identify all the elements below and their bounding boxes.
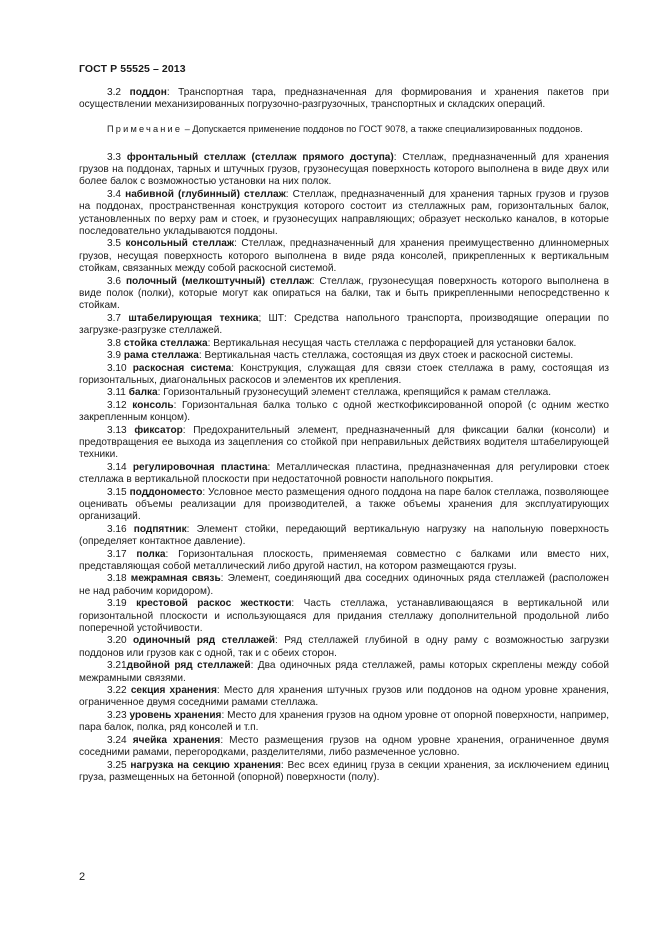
clause-number: 3.12 [107, 399, 127, 411]
term: консоль [132, 399, 174, 411]
definition-3-9 [79, 350, 609, 362]
term: полка [136, 548, 166, 560]
clause-number: 3.14 [107, 461, 127, 473]
term: подпятник [133, 523, 187, 535]
definition-text: Конструкция, служащая для связи стоек стеллажа в раму, состоящая из горизонтальных, диагональных раскосов и элементов их крепления. [79, 362, 609, 386]
note-text: – Допускается применение поддонов по ГОСТ 9078, а также специализированных поддонов. [182, 123, 583, 134]
definition-text: Горизонтальная балка только с одной жесткофиксированной опорой (с одним жестко закрепленным концом). [79, 399, 609, 424]
note-label: Примечание [107, 123, 183, 134]
clause-number: 3.11 [107, 387, 126, 399]
clause-number: 3.20 [107, 635, 127, 647]
clause-number: 3.10 [107, 362, 127, 374]
term-separator: : [285, 188, 293, 200]
definition-3-17 [79, 549, 609, 574]
definition-text: Вертикальная несущая часть стеллажа с перфорацией для установки балок. [213, 337, 577, 349]
definition-3-23 [79, 710, 609, 735]
definition-text: Условное место размещения одного поддона на паре балок стеллажа, позволяющее оценивать объемы реализации для производителей, а также объемы хранения для эксплуатирующих организаций. [79, 486, 609, 523]
definition-3-15 [79, 487, 609, 524]
definition-text: Стеллаж, грузонесущая поверхность которого выполнена в виде полок (полки), которые могут как опираться на балки, так и быть прикрепленными непосредственно к стойкам. [79, 275, 610, 312]
definition-3-7 [79, 313, 609, 338]
clause-number: 3.25 [107, 759, 127, 771]
term-separator: : [166, 87, 179, 98]
definition-text: Ряд стеллажей глубиной в одну раму с возможностью загрузки поддонов или грузов как с одной, так и с обеих сторон. [79, 635, 610, 659]
term: консольный стеллаж [125, 238, 235, 250]
clause-number: 3.19 [107, 598, 127, 610]
term-separator: : [311, 275, 320, 287]
term: ячейка хранения [132, 734, 221, 746]
definition-3-3 [79, 152, 609, 189]
clause-number: 3.2 [107, 87, 122, 98]
definition-3-12 [79, 400, 609, 425]
term-separator: : [207, 337, 214, 349]
clause-number: 3.22 [107, 685, 127, 697]
term-separator: : [216, 685, 224, 697]
term: рама стеллажа [123, 350, 199, 362]
definition-3-18 [79, 573, 609, 598]
definition-3-21 [79, 660, 609, 685]
clause-number: 3.18 [107, 573, 127, 585]
term-separator: : [250, 660, 258, 672]
term-separator: ; [258, 312, 269, 324]
definition-text: Место размещения грузов на одном уровне хранения, ограниченное двумя соседними рамами, перегородками, разделителями, либо размеченное условно. [79, 734, 610, 759]
term: межрамная связь [130, 573, 221, 585]
term: двойной ряд стеллажей [126, 660, 251, 672]
clause-number: 3.5 [107, 238, 122, 250]
definition-3-6 [79, 276, 609, 313]
term: регулировочная пластина [132, 461, 268, 473]
page-number: 2 [79, 871, 86, 883]
definition-3-5 [79, 238, 609, 275]
definition-text: Стеллаж, предназначенный для хранения преимущественно длинномерных грузов, несущая поверхность которого выполнена в виде ряда консолей, прикрепленных к вертикальным стойкам, связанных между собой раскосной системой. [79, 238, 609, 275]
definition-text: Стеллаж, предназначенный для хранения тарных грузов и грузов на поддонах, пространственная конструкция которого состоит из стеллажных рам, горизонтальных балок, установленных по верху рам и стоек, и грузонесущих направляющих; образует несколько каналов, в которые последовательно укладываются поддоны. [79, 188, 609, 238]
definition-3-20 [79, 635, 609, 660]
clause-number: 3.13 [107, 424, 127, 436]
definition-3-4 [79, 189, 609, 239]
clause-number: 3.21 [107, 660, 127, 672]
term-separator: : [280, 759, 288, 771]
term-separator: : [173, 399, 183, 411]
definition-text: Элемент, соединяющий два соседних одиночных ряда стеллажей (расположен не над рабочим коридором). [79, 573, 609, 597]
term: одиночный ряд стеллажей [133, 635, 276, 647]
term-separator: : [202, 486, 209, 498]
term-separator: : [220, 573, 228, 585]
clause-number: 3.24 [107, 734, 127, 746]
clause-number: 3.23 [107, 709, 127, 721]
definition-text: Место для хранения грузов на одном уровне от опорной поверхности, например, пара балок, полка, ряд консолей и т.п. [79, 709, 610, 734]
definition-text: Часть стеллажа, устанавливающаяся в вертикальной или горизонтальной плоскости и использующаяся для придания стеллажу дополнительной продольной либо поперечной устойчивости. [79, 598, 610, 635]
term: балка [128, 387, 158, 399]
term: уровень хранения [129, 709, 222, 721]
definition-3-13 [79, 425, 609, 462]
note [79, 124, 609, 136]
clause-number: 3.6 [107, 275, 122, 287]
clause-number: 3.9 [107, 350, 122, 362]
term-separator: : [291, 598, 304, 610]
definition-text: Горизонтальный грузонесущий элемент стеллажа, крепящийся к рамам стеллажа. [163, 387, 551, 399]
term-separator: : [393, 151, 403, 163]
clause-number: 3.15 [107, 486, 127, 498]
clause-number: 3.17 [107, 548, 127, 560]
term-separator: : [231, 362, 241, 374]
definition-text: Вертикальная часть стеллажа, состоящая из двух стоек и раскосной системы. [204, 350, 574, 362]
term: нагрузка на секцию хранения [130, 759, 281, 771]
definition-text: Стеллаж, предназначенный для хранения грузов на поддонах, тарных и штучных грузов, грузонесущая поверхность которого выполнена в виде двух или более балок с возможностью установки на них полок. [79, 151, 610, 188]
definition-3-14 [79, 462, 609, 487]
clause-number: 3.8 [107, 337, 122, 349]
term-separator: : [198, 350, 205, 362]
definition-3-25 [79, 760, 609, 785]
term: поддономесто [129, 486, 203, 498]
definition-text: Место для хранения штучных грузов или поддонов на одном уровне хранения, ограниченное двумя соседними рамами стеллажа. [79, 685, 609, 709]
definition-3-16 [79, 524, 609, 549]
term: набивной (глубинный) стеллаж [125, 188, 286, 200]
term: фронтальный стеллаж (стеллаж прямого доступа) [126, 151, 394, 163]
definition-text: Предохранительный элемент, предназначенный для фиксации балки (консоли) и предотвращения ее выхода из зацепления со стойкой при неправильных действиях водителя штабелирующей техники. [79, 424, 610, 461]
definition-3-10 [79, 363, 609, 388]
clause-number: 3.16 [107, 523, 127, 535]
term: крестовой раскос жесткости [136, 598, 292, 610]
definition-text: Два одиночных ряда стеллажей, рамы которых скреплены между собой межрамными связями. [79, 660, 610, 684]
definition-3-8 [79, 338, 609, 350]
term-separator: : [182, 424, 194, 436]
definition-text: Горизонтальная плоскость, применяемая совместно с балками или вместо них, представляющая собой металлический либо другой настил, на котором размещаются грузы. [79, 548, 610, 573]
definition-text: Элемент стойки, передающий вертикальную нагрузку на напольную поверхность (определяет контактное давление). [79, 523, 610, 548]
definition-3-11 [79, 387, 609, 399]
term-separator: : [221, 709, 228, 721]
term: фиксатор [134, 424, 183, 436]
definition-text: Транспортная тара, предназначенная для формирования и хранения пакетов при осуществлении механизированных погрузочно-разгрузочных, транспортных и складских операций. [79, 87, 609, 111]
term-separator: : [186, 523, 197, 535]
clause-number: 3.3 [107, 151, 122, 163]
definition-3-22 [79, 685, 609, 710]
term: поддон [129, 87, 167, 98]
definition-3-19 [79, 598, 609, 635]
term-separator: : [234, 238, 242, 250]
term: раскосная система [132, 362, 232, 374]
definition-text: Металлическая пластина, предназначенная для регулировки стоек стеллажа в вертикальной плоскости при недостаточной ровности напольного покрытия. [79, 461, 610, 486]
clause-number: 3.7 [107, 312, 122, 324]
clause-number: 3.4 [107, 188, 122, 200]
definition-text: Вес всех единиц груза в секции хранения, за исключением единиц груза, размещенных на бетонной (опорной) поверхности (полу). [79, 759, 609, 783]
definition-3-24 [79, 735, 609, 760]
term: секция хранения [130, 685, 217, 697]
document-body [79, 87, 609, 784]
term: полочный (мелкоштучный) стеллаж [125, 275, 312, 287]
term-separator: : [267, 461, 277, 473]
definition-3-2 [79, 87, 609, 112]
standard-header: ГОСТ Р 55525 – 2013 [79, 63, 186, 75]
term-separator: : [220, 734, 230, 746]
term-separator: : [275, 635, 285, 647]
term: штабелирующая техника [128, 312, 259, 324]
term-separator: : [157, 387, 164, 399]
term: стойка стеллажа [123, 337, 208, 349]
definition-text: ШТ: Средства напольного транспорта, производящие операции по загрузке-разгрузке стеллажей. [79, 312, 609, 337]
term-separator: : [165, 548, 179, 560]
